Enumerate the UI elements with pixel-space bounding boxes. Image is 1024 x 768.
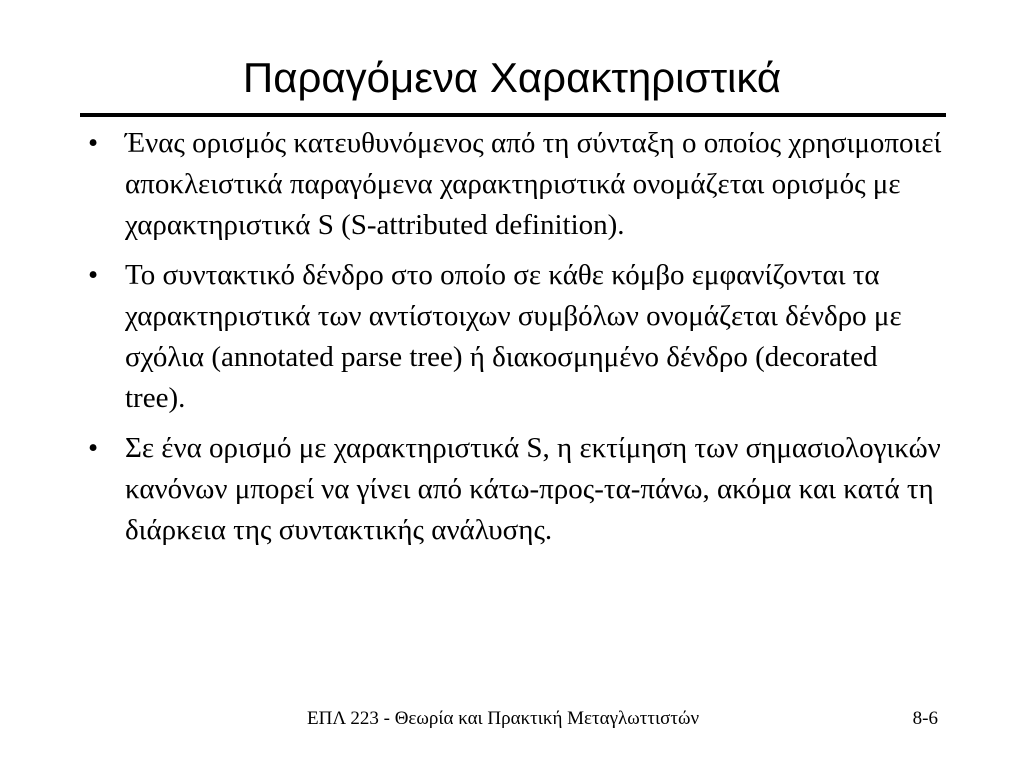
bullet-list: [80, 123, 944, 560]
bullet-item: [80, 255, 944, 419]
bullet-item: [80, 123, 944, 246]
bullet-text: Ένας ορισμός κατευθυνόμενος από τη σύνταξη ο οποίος χρησιμοποιεί αποκλειστικά παραγόμενα χαρακτηριστικά ονομάζεται ορισμός με χαρακτηριστικά S (S-attributed definition).: [125, 127, 942, 241]
bullet-text: Σε ένα ορισμό με χαρακτηριστικά S, η εκτίμηση των σημασιολογικών κανόνων μπορεί να γίνει από κάτω-προς-τα-πάνω, ακόμα και κατά τη διάρκεια της συντακτικής ανάλυσης.: [125, 432, 941, 546]
bullet-item: [80, 428, 944, 551]
bullet-text: Το συντακτικό δένδρο στο οποίο σε κάθε κόμβο εμφανίζονται τα χαρακτηριστικά των αντίστοιχων συμβόλων ονομάζεται δένδρο με σχόλια (annotated parse tree) ή διακοσμημένο δένδρο (decorated tree).: [125, 259, 902, 414]
bullet-marker: •: [88, 432, 99, 464]
title-underline: [80, 113, 946, 117]
bullet-marker: •: [88, 259, 99, 291]
slide-footer: ΕΠΛ 223 - Θεωρία και Πρακτική Μεταγλωττιστών: [307, 708, 700, 729]
page-number: 8-6: [912, 708, 938, 729]
slide-title: Παραγόμενα Χαρακτηριστικά: [242, 54, 782, 101]
bullet-marker: •: [88, 127, 99, 159]
